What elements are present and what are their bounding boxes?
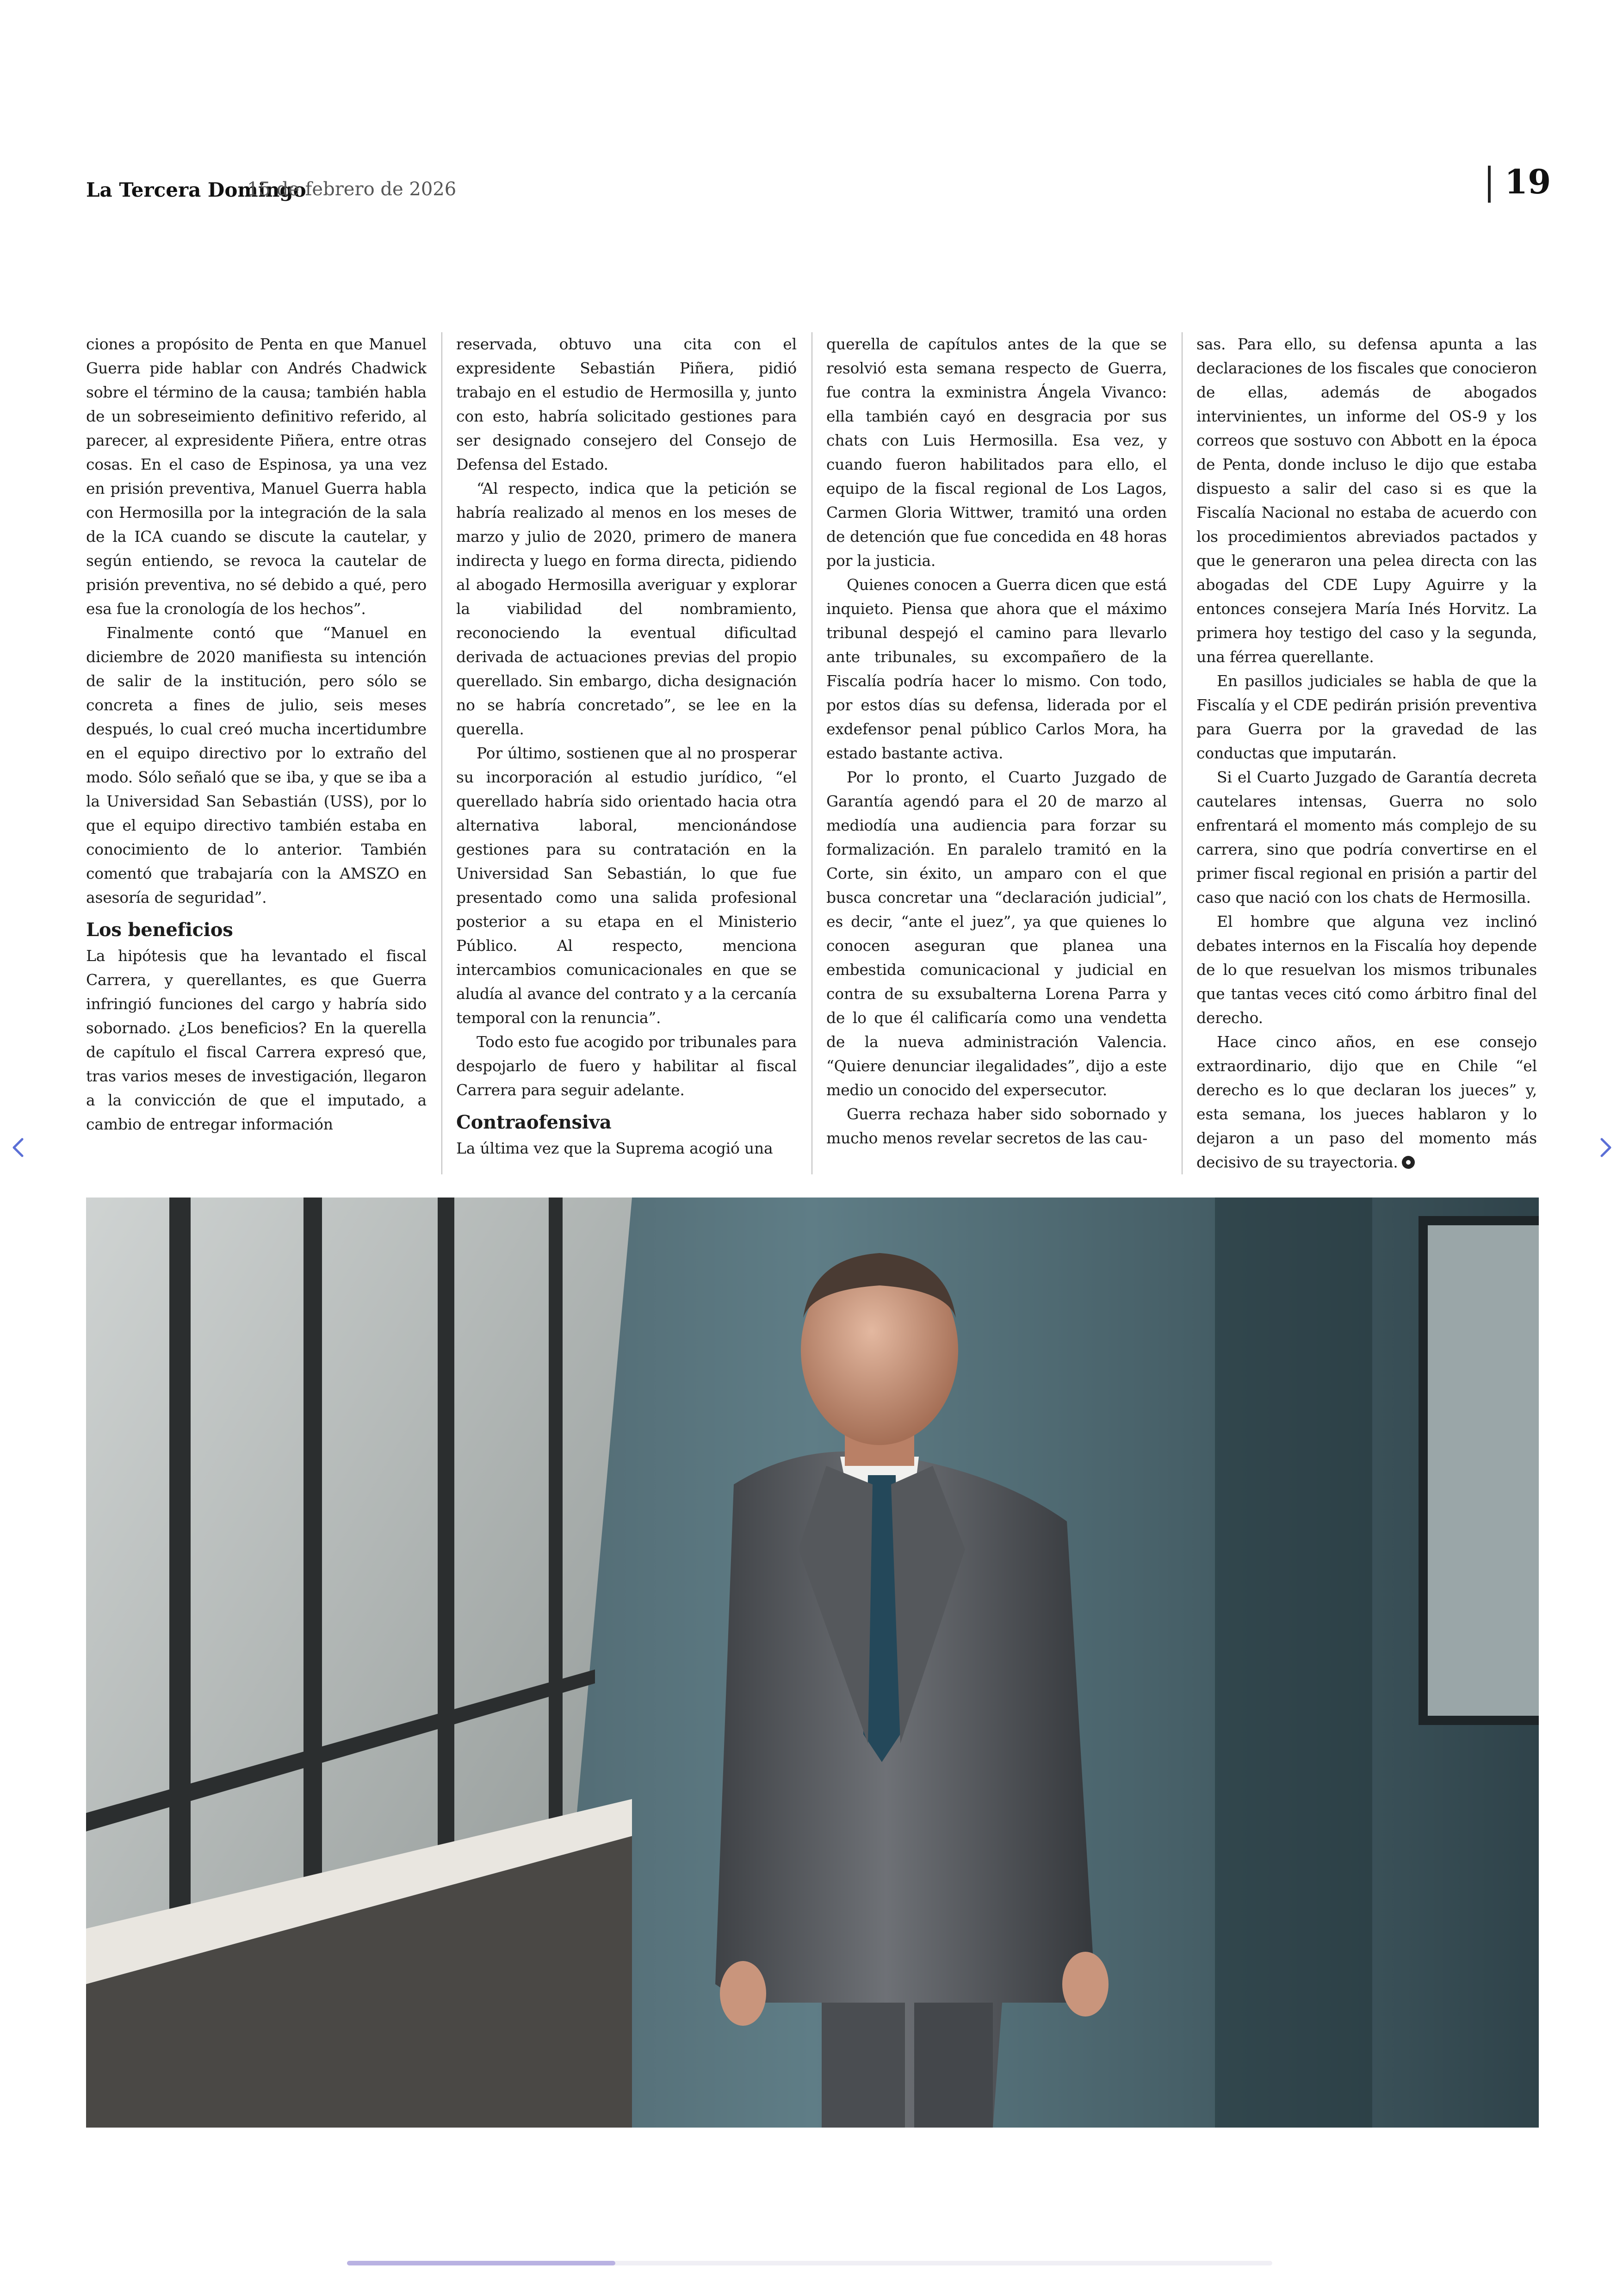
page-number: 19 [1505,162,1551,201]
article-column-2 [456,332,797,1174]
previous-page-button[interactable] [5,1134,32,1161]
paragraph: La hipótesis que ha levantado el fiscal Carrera, y querellantes, es que Guerra infringió funciones del cargo y habría sido sobornado. ¿Los beneficios? En la querella de capítulo el fiscal Carrera expresó que, tras varios meses de investigación, llegaron a la convicción de que el imputado, a cambio de entregar información [86,947,427,1133]
paragraph-text: Hace cinco años, en ese consejo extraordinario, dijo que en Chile “el derecho es lo que declaran los jueces” y, esta semana, los jueces hablaron y lo dejaron a un paso del momento más decisivo de su trayectoria. [1196,1033,1537,1171]
section-heading: Los beneficios [86,919,233,941]
article-column-1 [86,332,427,1174]
article-column-4 [1196,332,1537,1174]
paragraph: Quienes conocen a Guerra dicen que está inquieto. Piensa que ahora que el máximo tribunal despejó el camino para llevarlo ante tribunales, su excompañero de la Fiscalía podría hacer lo mismo. Con todo, por estos días su defensa, liderada por el exdefensor penal público Carlos Mora, ha estado bastante activa. [826,576,1167,762]
chevron-left-icon [5,1134,32,1161]
paragraph: Si el Cuarto Juzgado de Garantía decreta cautelares intensas, Guerra no solo enfrentará el momento más complejo de su carrera, sino que podría convertirse en el primer fiscal regional en prisión a partir del caso que nació con los chats de Hermosilla. [1196,768,1537,906]
paragraph: La última vez que la Suprema acogió una [456,1139,773,1157]
portrait-photo [86,1198,1539,2128]
paragraph: En pasillos judiciales se habla de que la Fiscalía y el CDE pedirán prisión preventiva para Guerra por la gravedad de las conductas que imputarán. [1196,672,1537,762]
paragraph: “Al respecto, indica que la petición se habría realizado al menos en los meses de marzo y julio de 2020, primero de manera indirecta y luego en forma directa, pidiendo al abogado Hermosilla averiguar y explorar la viabilidad del nombramiento, reconociendo la eventual dificultad derivada de actuaciones previas del propio querellado. Sin embargo, dicha designación no se habría concretado”, se lee en la querella. [456,479,797,738]
paragraph: sas. Para ello, su defensa apunta a las declaraciones de los fiscales que conocieron de ellas, además de abogados intervinientes, un informe del OS-9 y los correos que sostuvo con Abbott en la época de Penta, donde incluso le dijo que estaba dispuesto a salir del caso si es que la Fiscalía Nacional no estaba de acuerdo con los procedimientos abreviados pactados y que le generaron una pelea directa con las abogadas del CDE Lupy Aguirre y la entonces consejera María Inés Horvitz. La primera hoy testigo del caso y la segunda, una férrea querellante. [1196,335,1537,666]
article-column-3 [826,332,1167,1174]
paragraph-final [1196,1030,1537,1174]
end-of-article-icon [1402,1156,1415,1169]
publication-date: 15 de febrero de 2026 [247,179,457,200]
column-divider [1182,332,1183,1174]
reading-progress-thumb[interactable] [347,2261,615,2265]
paragraph: querella de capítulos antes de la que se resolvió esta semana respecto de Guerra, fue contra la exministra Ángela Vivanco: ella también cayó en desgracia por sus chats con Luis Hermosilla. Esa vez, y cuando fueron habilitados para ello, el equipo de la fiscal regional de Los Lagos, Carmen Gloria Wittwer, tramitó una orden de detención que fue concedida en 48 horas por la justicia. [826,335,1167,570]
chevron-right-icon [1592,1134,1619,1161]
section-heading: Contraofensiva [456,1111,612,1133]
paragraph: Guerra rechaza haber sido sobornado y mucho menos revelar secretos de las cau- [826,1105,1167,1147]
next-page-button[interactable] [1592,1134,1619,1161]
paragraph: Por lo pronto, el Cuarto Juzgado de Garantía agendó para el 20 de marzo al mediodía una audiencia para forzar su formalización. En paralelo tramitó en la Corte, sin éxito, un amparo con el que busca concretar una “declaración judicial”, es decir, “ante el juez”, ya que quienes lo conocen aseguran que planea una embestida comunicacional y judicial en contra de su exsubalterna Lorena Parra y de lo que él calificaría como una vendetta de la nueva administración Valencia. “Quiere denunciar ilegalidades”, dijo a este medio un conocido del expersecutor. [826,768,1167,1099]
paragraph: Por último, sostienen que al no prosperar su incorporación al estudio jurídico, “el querellado habría sido orientado hacia otra alternativa laboral, mencionándose gestiones para su contratación en la Universidad San Sebastián, lo que fue presentado como una salida profesional posterior a su etapa en el Ministerio Público. Al respecto, menciona intercambios comunicacionales en que se aludía al avance del contrato y a la cercanía temporal con la renuncia”. [456,744,797,1027]
page-number-divider [1488,166,1491,203]
paragraph: ciones a propósito de Penta en que Manuel Guerra pide hablar con Andrés Chadwick sobre el término de la causa; también habla de un sobreseimiento definitivo referido, al parecer, al expresidente Piñera, entre otras cosas. En el caso de Espinosa, ya una vez en prisión preventiva, Manuel Guerra habla con Hermosilla por la integración de la sala de la ICA cuando se discute la cautelar, y según entiendo, se revoca la cautelar de prisión preventiva, no sé debido a qué, pero esa fue la cronología de los hechos”. [86,335,427,618]
paragraph: reservada, obtuvo una cita con el expresidente Sebastián Piñera, pidió trabajo en el estudio de Hermosilla y, junto con esto, habría solicitado gestiones para ser designado consejero del Consejo de Defensa del Estado. [456,335,797,473]
paragraph: Finalmente contó que “Manuel en diciembre de 2020 manifiesta su intención de salir de la institución, pero sólo se concreta a fines de julio, seis meses después, lo cual creó mucha incertidumbre en el equipo directivo por lo extraño del modo. Sólo señaló que se iba, y que se iba a la Universidad San Sebastián (USS), por lo que el equipo directivo también estaba en conocimiento de lo anterior. También comentó que trabajaría con la AMSZO en asesoría de seguridad”. [86,624,427,906]
publication-name: La Tercera Domingo [86,179,306,201]
paragraph: El hombre que alguna vez inclinó debates internos en la Fiscalía hoy depende de lo que resuelvan los mismos tribunales que tantas veces citó como árbitro final del derecho. [1196,912,1537,1027]
photo-illustration [86,1198,1539,2128]
paragraph: Todo esto fue acogido por tribunales para despojarlo de fuero y habilitar al fiscal Carrera para seguir adelante. [456,1033,797,1099]
page-header [86,162,1551,227]
reading-progress-bar[interactable] [347,2261,1272,2265]
column-divider [441,332,442,1174]
